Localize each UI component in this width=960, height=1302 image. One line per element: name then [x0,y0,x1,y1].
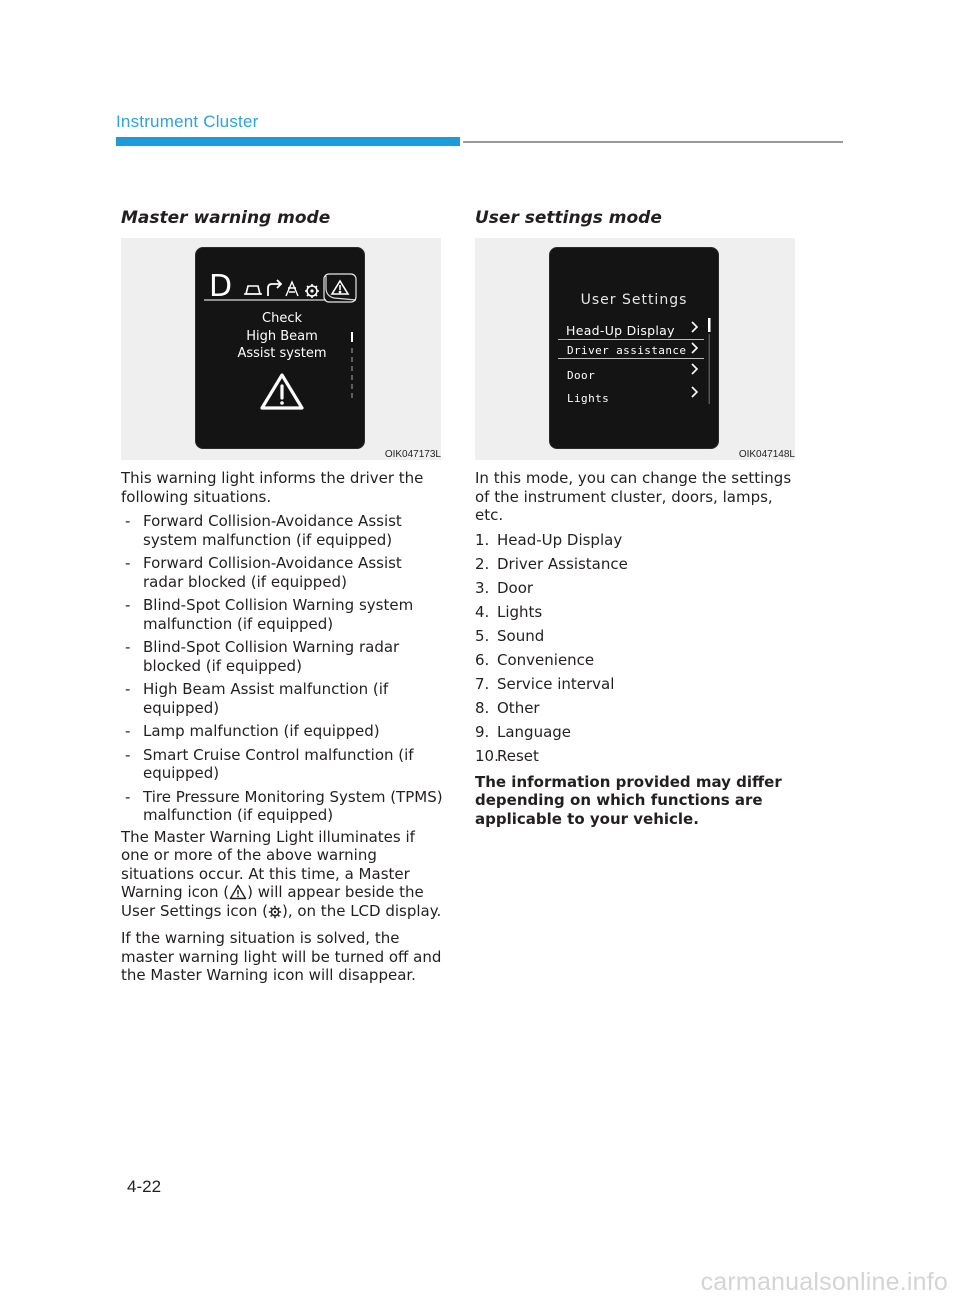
chevron-right-icon [692,364,697,374]
list-item [475,627,800,651]
list-label: Head-Up Display [497,530,623,549]
master-warning-intro: This warning light informs the driver the following situations. [121,469,424,506]
scrollbar-thumb [708,318,711,332]
list-item: - Blind-Spot Collision Warning radar blocked (if equipped) [121,638,446,675]
chevron-right-icon [692,387,697,397]
turn-arrow-icon [268,280,281,296]
list-number: 5. [475,626,490,645]
settings-gear-inline-icon [268,905,282,919]
paragraph-text: ), on the LCD display. [281,901,442,920]
list-item: - Tire Pressure Monitoring System (TPMS) malfunction (if equipped) [121,788,446,825]
list-number: 10. [475,746,499,765]
scrollbar-track [709,334,711,404]
header-rule [463,141,843,143]
list-item [475,723,800,747]
list-number: 7. [475,674,490,693]
list-label: Door [497,578,534,597]
list-item: - Blind-Spot Collision Warning system malfunction (if equipped) [121,596,446,633]
user-settings-figure [475,238,795,460]
gear-indicator: D [209,269,233,304]
paragraph-text: The Master Warning Light illuminates if one or more of the above warning situations occur. At this time, a Master Warning icon ( [121,827,415,901]
master-warning-heading: Master warning mode [121,208,331,228]
gear-icon [305,284,319,298]
list-number: 3. [475,578,490,597]
list-item [475,531,800,555]
list-item [475,747,800,771]
list-item [475,699,800,723]
list-number: 9. [475,722,490,741]
list-item [475,579,800,603]
list-label: Sound [497,626,545,645]
master-warning-resolution: If the warning situation is solved, the master warning light will be turned off and the Master Warning icon will disappear. [121,929,442,984]
list-number: 4. [475,602,490,621]
figure-code: OIK047148L [738,449,795,460]
lane-icon [286,282,298,296]
list-number: 1. [475,530,490,549]
header-accent-bar [116,137,460,146]
page-number: 4-22 [127,1177,162,1196]
list-label: Language [497,722,572,741]
list-number: 8. [475,698,490,717]
list-label: Reset [497,746,539,765]
list-label: Convenience [497,650,595,669]
paragraph-text: ) will appear beside the User Settings icon ( [121,883,424,920]
watermark: carmanualsonline.info [700,1268,948,1296]
list-number: 6. [475,650,490,669]
master-warning-explanation [121,828,446,921]
master-warning-figure [121,238,441,460]
master-warning-inline-icon [229,884,247,900]
display-message-line: Check [262,311,302,326]
menu-item-label: Lights [567,392,610,405]
master-warning-small-icon [332,281,348,294]
display-message-line: Assist system [237,346,327,361]
display-title: User Settings [580,292,688,308]
availability-note: The information provided may differ depending on which functions are applicable to your vehicle. [475,772,782,828]
list-item [475,555,800,579]
menu-item-label: Door [567,369,596,382]
list-item [475,651,800,675]
cluster-display [196,248,364,448]
chevron-right-icon [692,343,697,353]
list-label: Service interval [497,674,615,693]
warning-icon [262,375,302,408]
driver-assist-icon [244,286,262,294]
list-item: - Forward Collision-Avoidance Assist system malfunction (if equipped) [121,512,446,549]
list-item: - Lamp malfunction (if equipped) [121,722,446,741]
chevron-right-icon [692,322,697,332]
user-settings-heading: User settings mode [475,208,662,228]
list-number: 2. [475,554,490,573]
menu-chevrons [550,248,718,448]
section-title: Instrument Cluster [116,112,259,131]
warning-situation-list [121,512,446,825]
list-item: - High Beam Assist malfunction (if equipped) [121,680,446,717]
list-label: Lights [497,602,543,621]
user-settings-section [475,208,800,828]
master-warning-section [121,208,446,985]
list-label: Driver Assistance [497,554,628,573]
list-label: Other [497,698,540,717]
list-item [475,603,800,627]
display-message-line: High Beam [246,328,318,344]
menu-item-label: Head-Up Display [566,323,675,338]
list-item: - Forward Collision-Avoidance Assist radar blocked (if equipped) [121,554,446,591]
list-item [475,675,800,699]
figure-code: OIK047173L [384,449,441,460]
user-settings-intro: In this mode, you can change the settings of the instrument cluster, doors, lamps, etc. [475,469,792,524]
display-message [196,310,368,363]
menu-item-label: Driver assistance [567,344,687,357]
list-item: - Smart Cruise Control malfunction (if equipped) [121,746,446,783]
user-settings-list [475,531,800,771]
cluster-display [550,248,718,448]
